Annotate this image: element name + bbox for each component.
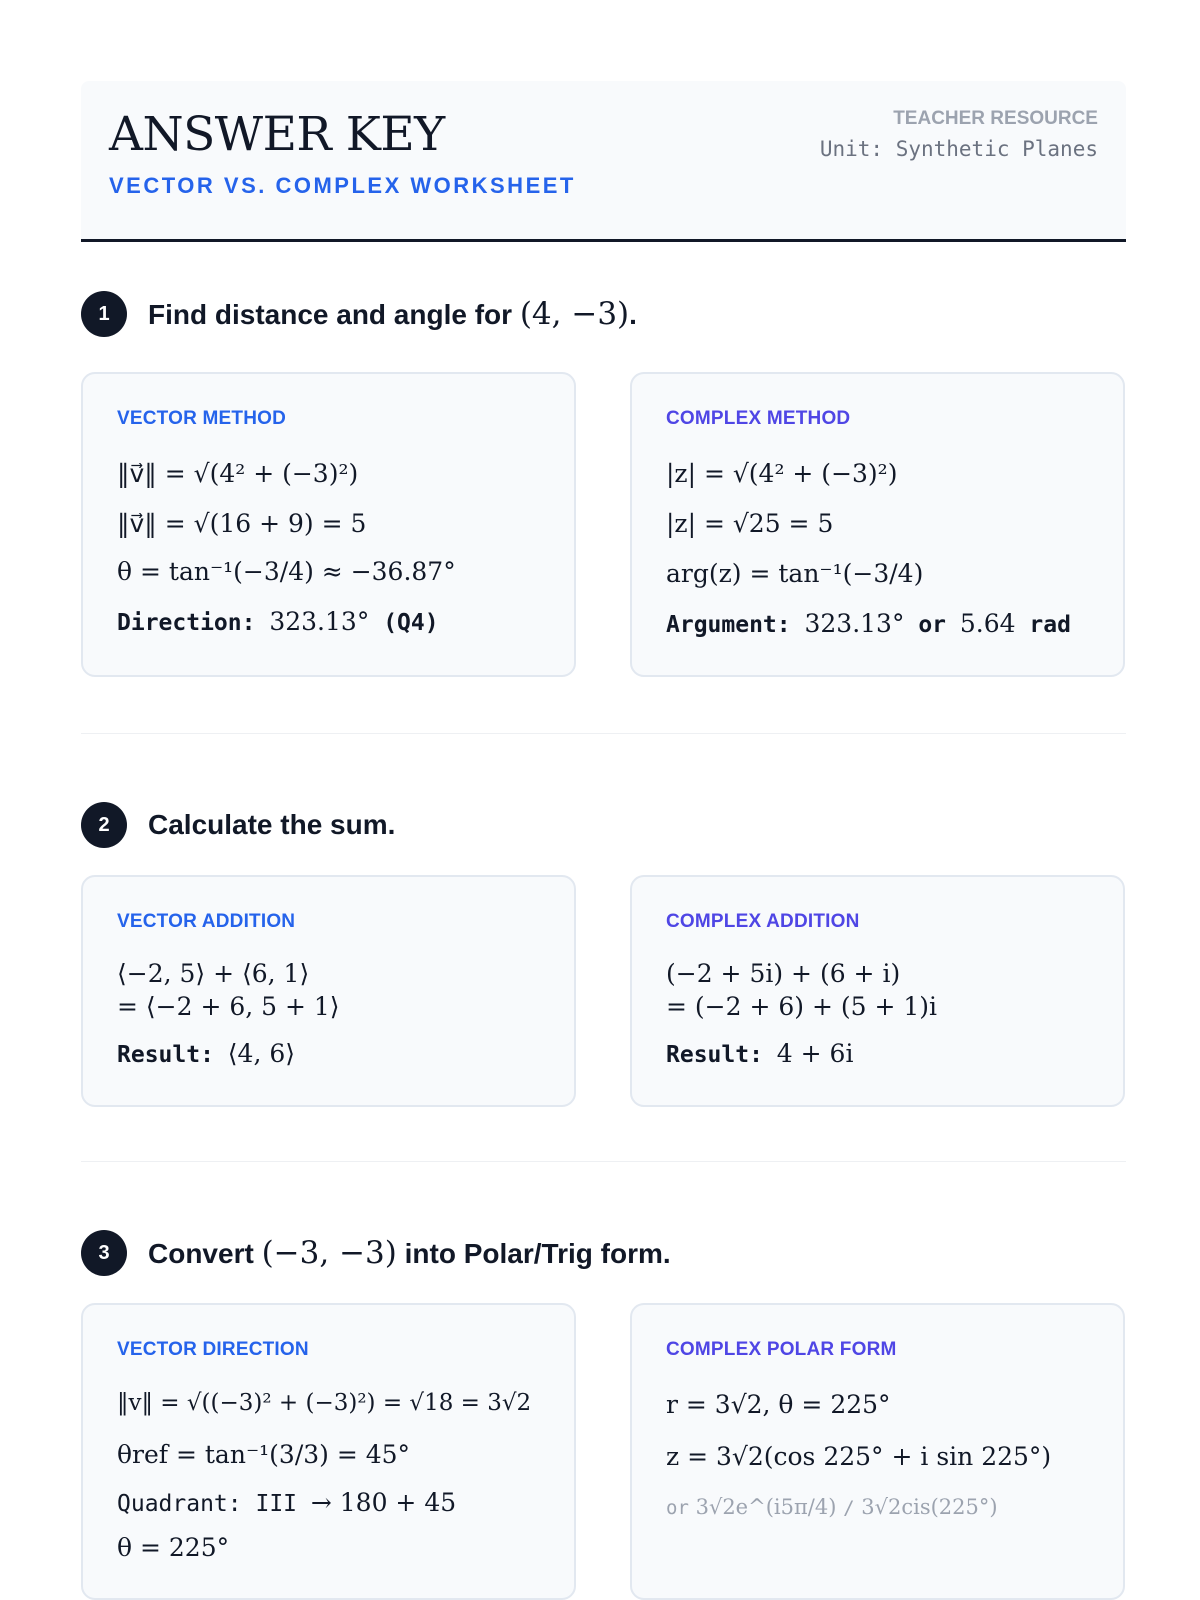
- math-line: arg(z) = tan⁻¹(−3/4): [666, 559, 924, 588]
- result-value: z = 3√2(cos 225° + i sin 225°): [666, 1442, 1052, 1471]
- prompt-math: (4, −3): [519, 296, 630, 332]
- question-3-header: [81, 1230, 671, 1276]
- result-suffix: (Q4): [383, 610, 439, 636]
- result-line: [666, 1039, 853, 1068]
- math-line: ‖v⃗‖ = √(16 + 9) = 5: [117, 509, 367, 538]
- question-number-badge: 3: [81, 1230, 127, 1276]
- card-label: COMPLEX METHOD: [666, 408, 851, 429]
- question-1-header: [81, 291, 637, 337]
- prompt-text: Find distance and angle for: [148, 299, 520, 330]
- result-value: 323.13°: [804, 609, 905, 638]
- math-line: = ⟨−2 + 6, 5 + 1⟩: [117, 992, 340, 1021]
- page-subtitle: VECTOR VS. COMPLEX WORKSHEET: [109, 173, 576, 198]
- math-line: |z| = √(4² + (−3)²): [666, 459, 898, 488]
- prompt-math: (−3, −3): [261, 1235, 397, 1271]
- prompt-text: Convert: [148, 1238, 262, 1269]
- alternate-forms: [666, 1495, 998, 1519]
- math-line: θref = tan⁻¹(3/3) = 45°: [117, 1440, 411, 1469]
- result-value-rad: 5.64: [959, 609, 1016, 638]
- question-3-prompt: [148, 1235, 671, 1271]
- quadrant-label: Quadrant: III: [117, 1491, 298, 1517]
- card-label: VECTOR METHOD: [117, 408, 287, 429]
- math-line: ‖v‖ = √((−3)² + (−3)²) = √18 = 3√2: [117, 1390, 532, 1416]
- result-line: [117, 607, 439, 636]
- resource-label: TEACHER RESOURCE: [893, 108, 1098, 129]
- question-1-prompt: [148, 296, 637, 332]
- vector-direction-card: [81, 1303, 576, 1600]
- result-suffix: rad: [1029, 612, 1071, 638]
- card-label: VECTOR ADDITION: [117, 911, 296, 932]
- result-label: Result:: [666, 1042, 763, 1068]
- math-line: ⟨−2, 5⟩ + ⟨6, 1⟩: [117, 959, 310, 988]
- math-line: (−2 + 5i) + (6 + i): [666, 959, 901, 988]
- result-label: Argument:: [666, 612, 791, 638]
- complex-addition-card: [630, 875, 1125, 1107]
- alt-prefix: or: [666, 1497, 689, 1519]
- result-value: θ = 225°: [117, 1533, 230, 1562]
- vector-method-card: [81, 372, 576, 677]
- question-2-header: [81, 802, 395, 848]
- question-number-badge: 1: [81, 291, 127, 337]
- card-label: COMPLEX POLAR FORM: [666, 1339, 897, 1360]
- prompt-text-end: .: [629, 299, 637, 330]
- quadrant-value: → 180 + 45: [310, 1488, 457, 1517]
- alt-exponential-form: 3√2e^(i5π/4): [695, 1495, 837, 1519]
- complex-method-card: [630, 372, 1125, 677]
- math-line: = (−2 + 6) + (5 + 1)i: [666, 992, 937, 1021]
- worksheet-header: [81, 81, 1126, 242]
- question-2-prompt: Calculate the sum.: [148, 809, 396, 840]
- section-divider: [81, 1161, 1126, 1162]
- math-line: θ = tan⁻¹(−3/4) ≈ −36.87°: [117, 557, 456, 586]
- question-number-badge: 2: [81, 802, 127, 848]
- result-value: ⟨4, 6⟩: [227, 1039, 296, 1068]
- result-line: [117, 1039, 295, 1068]
- result-or: or: [918, 612, 947, 638]
- result-label: Direction:: [117, 610, 256, 636]
- vector-addition-card: [81, 875, 576, 1107]
- alt-cis-form: 3√2cis(225°): [861, 1495, 998, 1519]
- math-line: ‖v⃗‖ = √(4² + (−3)²): [117, 459, 359, 488]
- result-value: 323.13°: [269, 607, 370, 636]
- card-label: COMPLEX ADDITION: [666, 911, 860, 932]
- result-value: 4 + 6i: [776, 1039, 854, 1068]
- page-title: ANSWER KEY: [109, 107, 445, 162]
- quadrant-line: [117, 1488, 456, 1517]
- result-line: [666, 609, 1071, 638]
- result-label: Result:: [117, 1042, 214, 1068]
- card-label: VECTOR DIRECTION: [117, 1339, 309, 1360]
- prompt-text-end: into Polar/Trig form.: [396, 1238, 671, 1269]
- math-line: |z| = √25 = 5: [666, 509, 834, 538]
- complex-polar-card: [630, 1303, 1125, 1600]
- unit-label: Unit: Synthetic Planes: [819, 137, 1098, 161]
- section-divider: [81, 733, 1126, 734]
- alt-separator: /: [843, 1497, 855, 1519]
- math-line: r = 3√2, θ = 225°: [666, 1390, 891, 1419]
